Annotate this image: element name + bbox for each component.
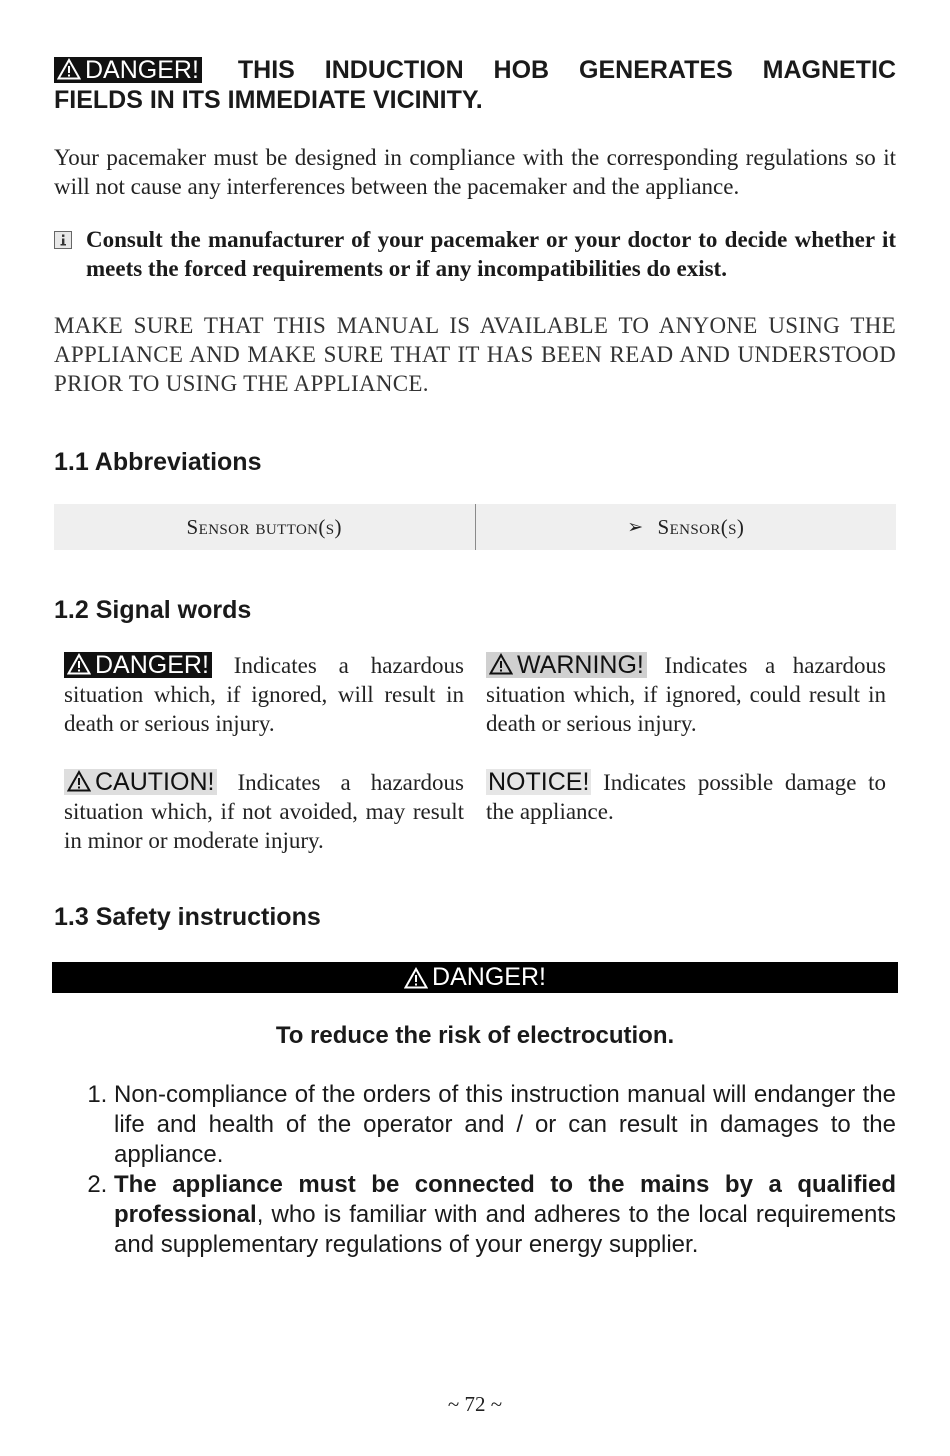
warning-badge-label: WARNING! bbox=[517, 651, 644, 679]
abbreviation-term: Sensor button(s) bbox=[186, 514, 342, 539]
info-icon bbox=[54, 231, 72, 249]
manual-page bbox=[54, 50, 896, 1260]
manual-availability-notice: MAKE SURE THAT THIS MANUAL IS AVAILABLE TO ANYONE USING THE APPLIANCE AND MAKE SURE THAT IT HAS BEEN READ AND UNDERSTOOD PRIOR TO USING THE APPLIANCE. bbox=[54, 313, 896, 396]
magnetic-field-warning bbox=[54, 55, 896, 115]
signal-word-description: Indicates possible damage to the appliance. bbox=[486, 770, 887, 824]
list-item bbox=[114, 1080, 896, 1170]
warning-triangle-icon bbox=[67, 770, 91, 792]
signal-word-danger bbox=[64, 651, 464, 738]
signal-word-notice bbox=[486, 768, 886, 855]
arrow-bullet-icon: ➢ bbox=[627, 516, 644, 538]
notice-badge: NOTICE! bbox=[488, 768, 590, 796]
list-item-text: Non-compliance of the orders of this instruction manual will endanger the life and health of the operator and / or can result in damages to the appliance. bbox=[114, 1081, 896, 1168]
danger-banner bbox=[52, 962, 898, 993]
danger-badge-label: DANGER! bbox=[85, 56, 199, 84]
signal-word-description: Indicates a hazardous situation which, if ignored, could result in death or serious injury. bbox=[486, 653, 886, 736]
abbreviations-table bbox=[54, 504, 896, 550]
danger-badge-label: DANGER! bbox=[95, 651, 209, 679]
section-heading-signal-words: 1.2 Signal words bbox=[54, 596, 252, 624]
magnetic-field-heading: THIS INDUCTION HOB GENERATES MAGNETIC FIELDS IN ITS IMMEDIATE VICINITY. bbox=[54, 56, 896, 114]
caution-badge-label: CAUTION! bbox=[95, 768, 215, 796]
signal-words-grid bbox=[64, 651, 896, 855]
electrocution-subtitle: To reduce the risk of electrocution. bbox=[275, 1022, 675, 1049]
abbreviation-definition-label: Sensor(s) bbox=[657, 514, 745, 539]
warning-triangle-icon bbox=[57, 58, 81, 80]
section-heading-abbreviations: 1.1 Abbreviations bbox=[54, 448, 262, 476]
section-heading-safety-instructions: 1.3 Safety instructions bbox=[54, 903, 321, 931]
warning-triangle-icon bbox=[489, 653, 513, 675]
warning-triangle-icon bbox=[67, 653, 91, 675]
caution-badge bbox=[64, 769, 217, 795]
info-note bbox=[54, 225, 896, 283]
danger-banner-label: DANGER! bbox=[432, 963, 546, 991]
list-item-text: , who is familiar with and adheres to the local requirements and supplementary regulations of your energy supplier. bbox=[114, 1201, 896, 1258]
signal-word-warning bbox=[486, 651, 886, 738]
warning-triangle-icon bbox=[404, 967, 428, 989]
list-item bbox=[114, 1170, 896, 1260]
warning-badge bbox=[486, 652, 647, 678]
safety-instruction-list bbox=[54, 1080, 896, 1260]
danger-badge bbox=[54, 57, 202, 83]
signal-word-description: Indicates a hazardous situation which, if not avoided, may result in minor or moderate injury. bbox=[64, 770, 464, 853]
abbreviation-definition bbox=[476, 504, 897, 550]
danger-badge bbox=[64, 652, 212, 678]
list-item-bold-text: The appliance must be connected to the mains by a qualified professional bbox=[114, 1171, 896, 1228]
signal-word-caution bbox=[64, 768, 464, 855]
info-note-text: Consult the manufacturer of your pacemaker or your doctor to decide whether it meets the forced requirements or if any incompatibilities do exist. bbox=[86, 227, 896, 281]
page-number: ~ 72 ~ bbox=[447, 1392, 503, 1416]
pacemaker-paragraph: Your pacemaker must be designed in compliance with the corresponding regulations so it will not cause any interferences between the pacemaker and the appliance. bbox=[54, 145, 896, 199]
signal-word-description: Indicates a hazardous situation which, if ignored, will result in death or serious injury. bbox=[64, 653, 464, 736]
